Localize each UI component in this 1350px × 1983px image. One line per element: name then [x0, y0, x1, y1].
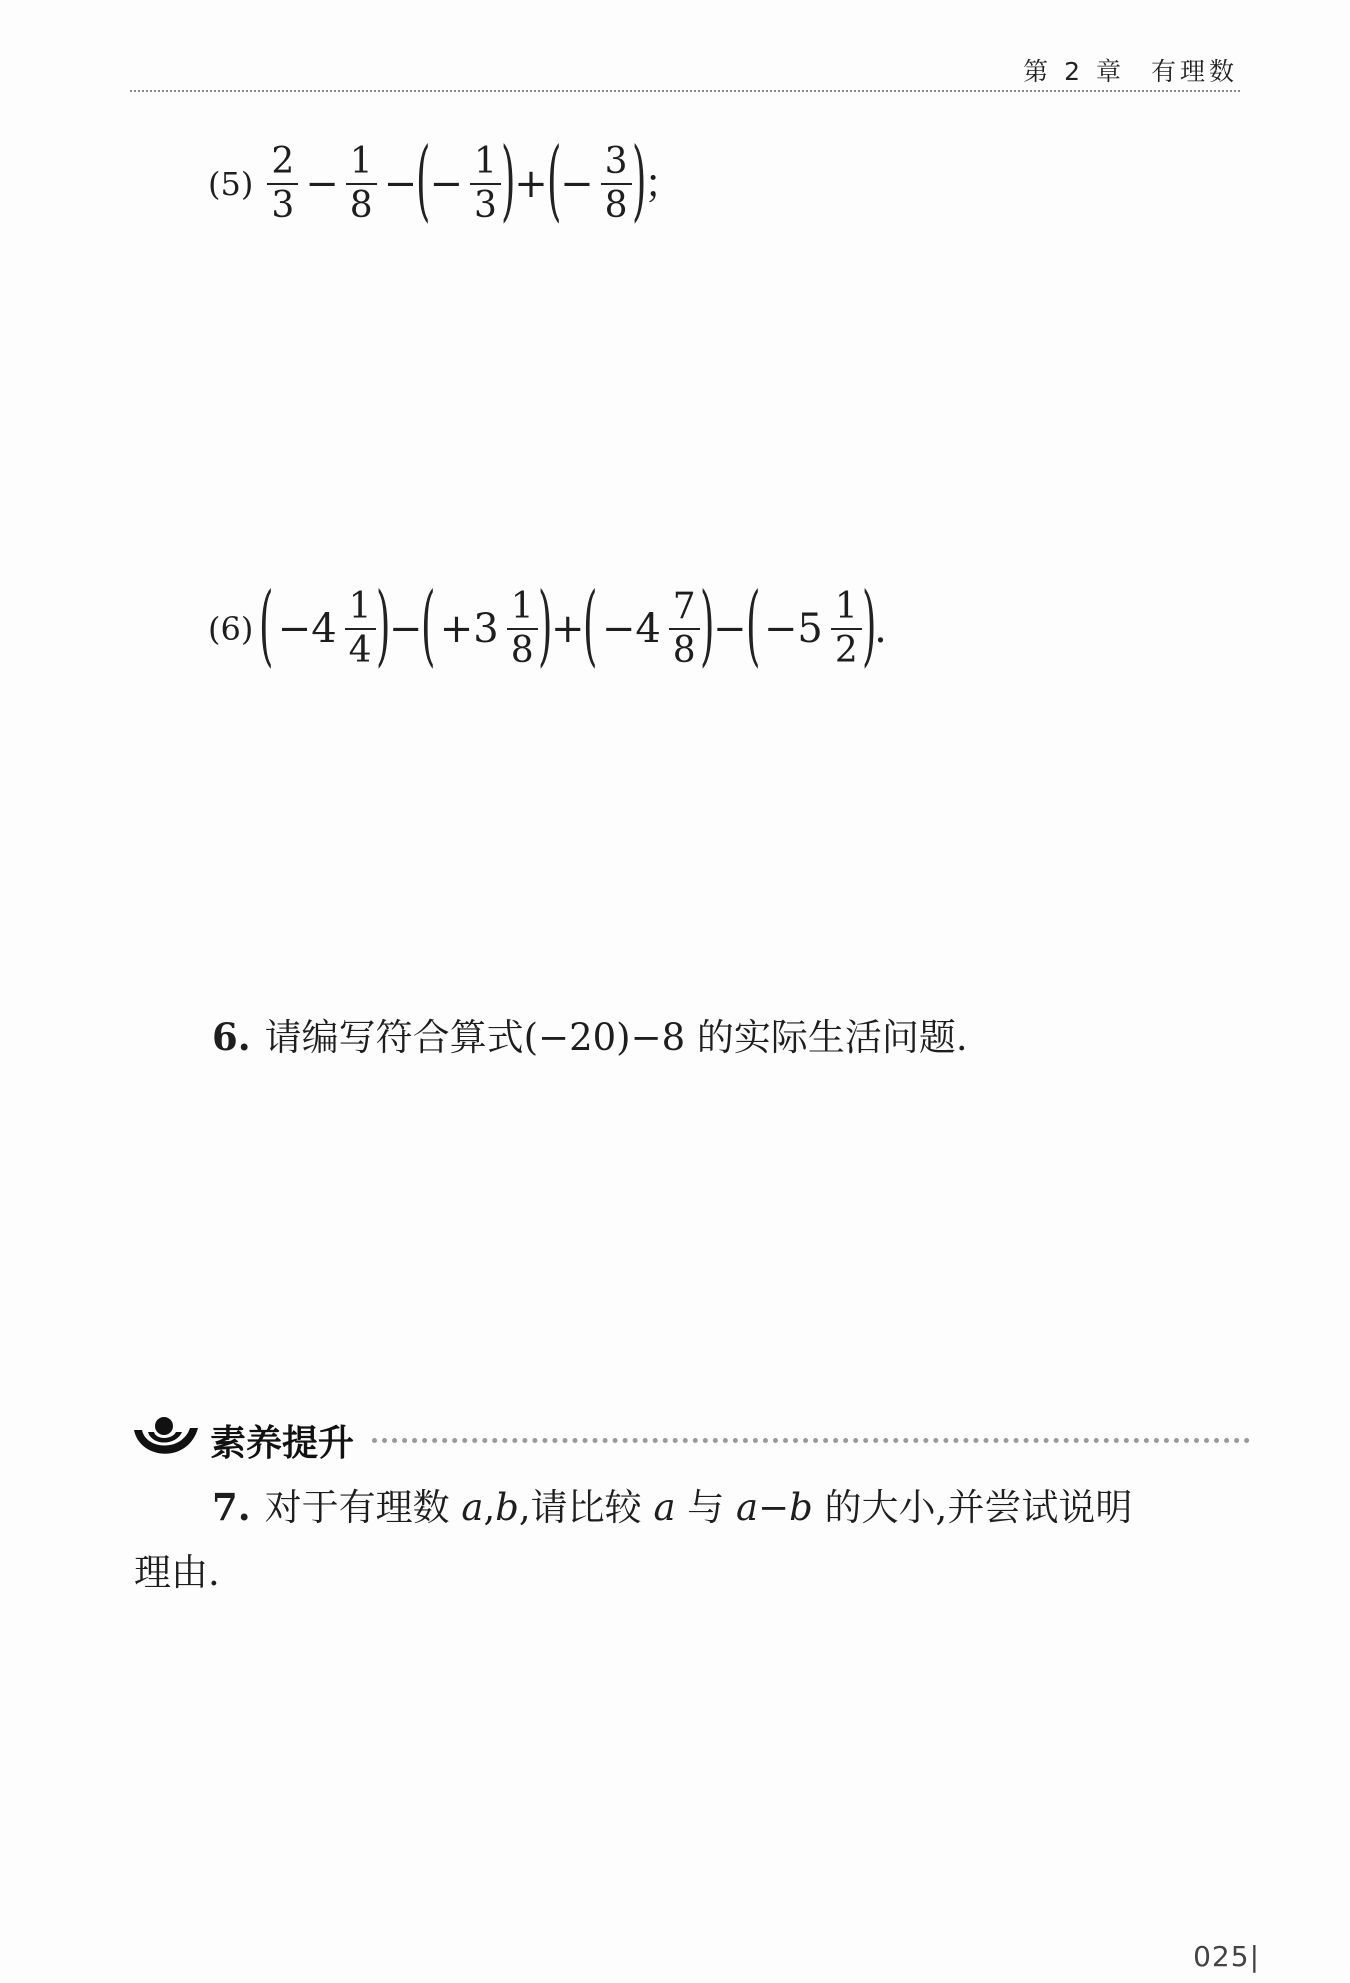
problem-7-text: 与: [675, 1486, 737, 1529]
minus-sign: −: [713, 606, 747, 652]
page-number: 025|: [1193, 1940, 1260, 1973]
problem-7-text: 的大小,并尝试说明: [812, 1486, 1133, 1529]
fraction: $\frac{2}{3}$: [267, 144, 298, 224]
exercise-5-expression: [208, 128, 686, 231]
fraction: $\frac{1}{8}$: [346, 144, 377, 224]
fraction: $\frac{1}{3}$: [470, 144, 501, 224]
plus-sign: +: [550, 606, 585, 652]
left-paren: (: [546, 128, 562, 231]
section-title: 素养提升: [210, 1422, 355, 1464]
plus-sign: +: [514, 161, 548, 207]
exercise-5-label: (5): [208, 165, 254, 203]
problem-7-line-1: [134, 1475, 1254, 1541]
variable-a: a: [461, 1486, 484, 1529]
left-paren: (: [583, 573, 598, 676]
variable-b: b: [495, 1486, 519, 1529]
problem-6-text: 请编写符合算式(−20)−8 的实际生活问题.: [264, 1016, 968, 1059]
left-paren: (: [259, 573, 274, 676]
exercise-6-label: (6): [208, 610, 254, 648]
problem-7-text: 对于有理数: [264, 1486, 462, 1529]
problem-7-text: ,请比较: [518, 1486, 654, 1529]
expression-a-minus-b: a−b: [736, 1486, 813, 1529]
fraction: $\frac{1}{2}$: [831, 589, 862, 669]
right-paren: ): [500, 128, 516, 231]
running-header: [1023, 52, 1238, 88]
right-paren: ): [537, 573, 553, 676]
section-logo-icon: [130, 1412, 202, 1468]
fraction: $\frac{1}{8}$: [507, 589, 538, 669]
minus-sign: −: [388, 606, 423, 652]
problem-7: [134, 1475, 1254, 1606]
whole-part: −4: [601, 606, 661, 652]
header-divider: [130, 90, 1240, 92]
fraction: $\frac{1}{4}$: [345, 589, 376, 669]
section-header: [130, 1410, 1250, 1470]
minus-sign: −: [383, 161, 418, 207]
right-paren: ): [699, 573, 715, 676]
right-paren: ): [861, 573, 877, 676]
problem-6: [212, 1005, 968, 1071]
fraction: $\frac{3}{8}$: [601, 144, 632, 224]
minus-sign: −: [305, 161, 339, 207]
whole-part: −4: [277, 606, 337, 652]
whole-part: +3: [439, 606, 499, 652]
exercise-6-expression: [208, 573, 889, 676]
comma: ,: [483, 1486, 496, 1529]
right-paren: ): [631, 128, 646, 231]
left-paren: (: [745, 573, 760, 676]
chapter-title: 有理数: [1150, 57, 1238, 86]
fraction: $\frac{7}{8}$: [669, 589, 700, 669]
minus-sign: −: [560, 161, 594, 207]
left-paren: (: [421, 573, 436, 676]
left-paren: (: [416, 128, 431, 231]
period: .: [874, 606, 887, 652]
problem-7-line-2: 理由.: [134, 1550, 220, 1594]
variable-a: a: [653, 1486, 676, 1529]
chapter-label: 第 2 章: [1023, 57, 1125, 86]
right-paren: ): [375, 573, 390, 676]
problem-6-number: 6.: [212, 1015, 251, 1059]
whole-part: −5: [763, 606, 823, 652]
section-dotted-rule: [372, 1438, 1250, 1443]
minus-sign: −: [429, 161, 464, 207]
problem-7-number: 7.: [212, 1485, 251, 1529]
semicolon: ；: [643, 161, 684, 207]
